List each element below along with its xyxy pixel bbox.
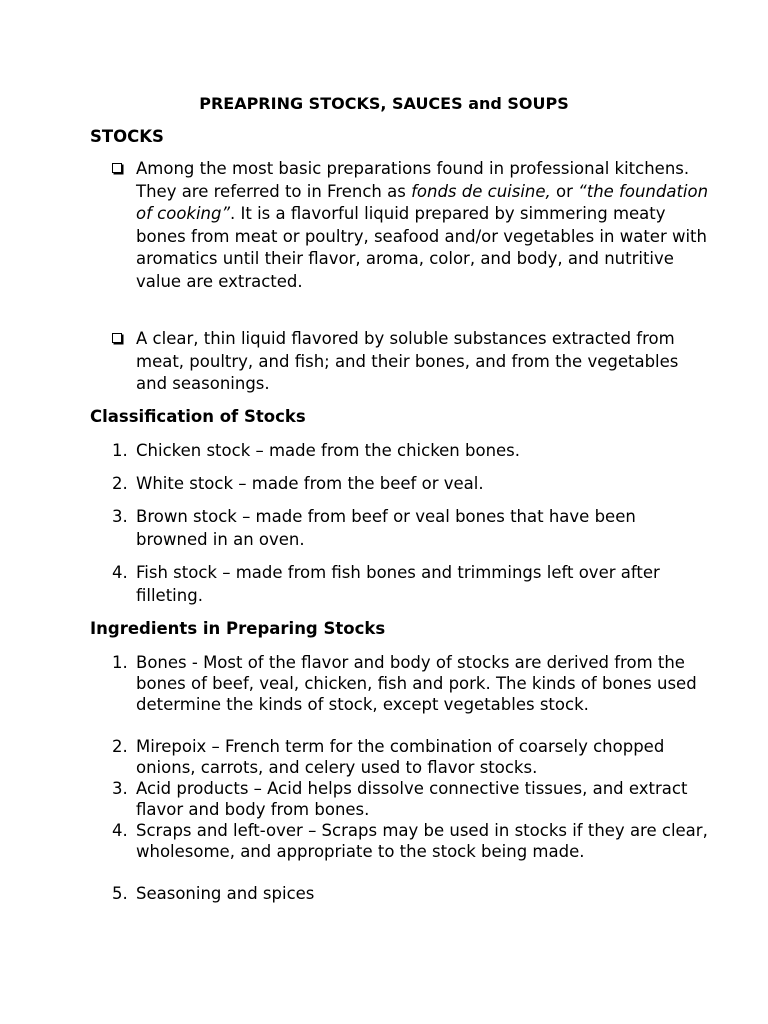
list-number: 3. [112,507,128,526]
list-item-text: Scraps and left-over – Scraps may be used in stocks if they are clear, wholesome, and appropriate to the stock being made. [136,821,708,861]
ingredients-item [112,736,712,778]
stocks-bullet-1 [112,158,712,293]
checkbox-bullet-icon [112,163,122,173]
bullet-text-part: Among the most basic preparations found in professional kitchens. They are referred to in French as [136,159,690,201]
list-item-text: Acid products – Acid helps dissolve connective tissues, and extract flavor and body from bones. [136,779,688,819]
ingredients-heading: Ingredients in Preparing Stocks [90,619,386,638]
classification-item [112,473,712,496]
ingredients-item [112,652,712,715]
list-item-text: Mirepoix – French term for the combination of coarsely chopped onions, carrots, and celery used to flavor stocks. [136,737,665,777]
list-item-text: Chicken stock – made from the chicken bones. [136,441,521,460]
ingredients-item [112,778,712,820]
ingredients-item [112,883,712,904]
stocks-heading: STOCKS [90,127,164,146]
ingredients-item [112,820,712,862]
page-title: PREAPRING STOCKS, SAUCES and SOUPS [199,94,569,113]
list-number: 4. [112,821,128,840]
stocks-bullet-1-text [136,158,712,293]
bullet-italic-term: “the foundation of cooking” [136,181,709,223]
list-item-text: White stock – made from the beef or veal. [136,474,484,493]
list-number: 4. [112,563,128,582]
stocks-bullet-2-text: A clear, thin liquid flavored by soluble substances extracted from meat, poultry, and fish; and their bones, and from the vegetables and seasonings. [136,329,679,393]
list-item-text: Bones - Most of the flavor and body of stocks are derived from the bones of beef, veal, chicken, fish and pork. The kinds of bones used determine the kinds of stock, except vegetables stock. [136,653,697,714]
list-number: 1. [112,441,128,460]
classification-item [112,440,712,463]
bullet-italic-term: fonds de cuisine, [411,181,551,201]
list-item-text: Seasoning and spices [136,884,315,903]
list-number: 1. [112,653,128,672]
list-number: 2. [112,474,128,493]
stocks-bullet-2 [112,328,712,396]
list-number: 3. [112,779,128,798]
list-number: 5. [112,884,128,903]
bullet-text-part: . It is a flavorful liquid prepared by simmering meaty bones from meat or poultry, seafood and/or vegetables in water with aromatics until their flavor, aroma, color, and body, and nutritive value are extracted. [136,204,707,291]
checkbox-bullet-icon [112,333,122,343]
bullet-text-part: or [550,181,579,201]
classification-item [112,506,712,551]
classification-item [112,562,712,607]
list-item-text: Fish stock – made from fish bones and trimmings left over after filleting. [136,563,660,605]
classification-heading: Classification of Stocks [90,407,306,426]
list-item-text: Brown stock – made from beef or veal bones that have been browned in an oven. [136,507,636,549]
list-number: 2. [112,737,128,756]
